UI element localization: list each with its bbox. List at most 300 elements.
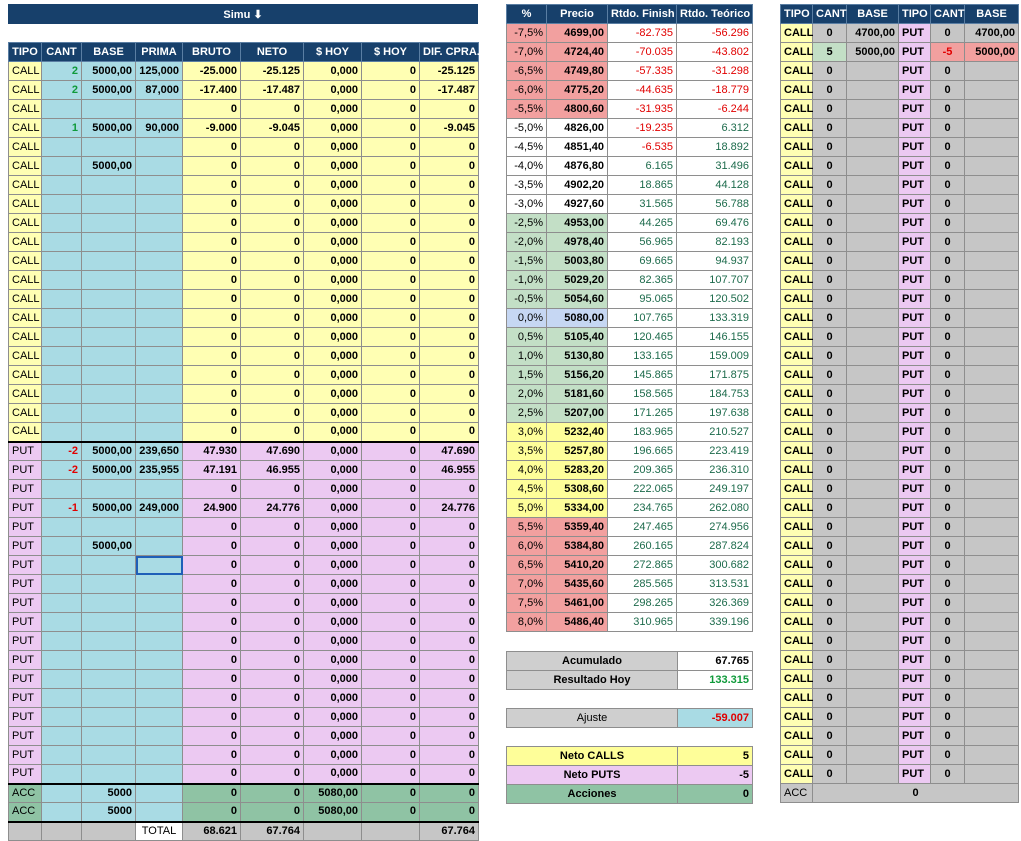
row-hoy-price[interactable]: 0,000 (304, 461, 362, 480)
row-prima[interactable]: 239,650 (136, 442, 183, 461)
row-hoy-price[interactable]: 0,000 (304, 214, 362, 233)
row-base[interactable] (82, 271, 136, 290)
row-hoy-price[interactable]: 0,000 (304, 252, 362, 271)
summary-put-cant: 0 (931, 157, 965, 176)
col-header-call-tipo: TIPO (781, 5, 813, 24)
row-cant[interactable] (42, 309, 82, 328)
summary-acc-row (781, 784, 1019, 803)
row-cant[interactable]: 2 (42, 62, 82, 81)
position-row (9, 138, 479, 157)
row-base[interactable] (82, 328, 136, 347)
row-prima[interactable] (136, 290, 183, 309)
summary-call-cant: 0 (813, 727, 847, 746)
total-empty (82, 822, 136, 841)
summary-put-tipo: PUT (899, 176, 931, 195)
scenario-row (507, 24, 753, 43)
row-prima[interactable] (136, 252, 183, 271)
col-header-put-tipo: TIPO (899, 5, 931, 24)
scenario-rtdo-teorico: 300.682 (677, 556, 753, 575)
summary-put-tipo: PUT (899, 518, 931, 537)
row-base[interactable] (82, 423, 136, 442)
row-cant[interactable] (42, 423, 82, 442)
row-dif-cpra: 0 (420, 100, 479, 119)
summary-header-row (781, 5, 1019, 24)
row-prima[interactable] (136, 404, 183, 423)
row-hoy-price[interactable]: 0,000 (304, 746, 362, 765)
row-hoy-price[interactable]: 0,000 (304, 518, 362, 537)
row-cant[interactable]: 1 (42, 119, 82, 138)
row-base[interactable]: 5000,00 (82, 499, 136, 518)
summary-call-base (847, 252, 899, 271)
scenario-row (507, 290, 753, 309)
row-tipo: ACC (9, 784, 42, 803)
row-prima[interactable] (136, 309, 183, 328)
row-prima[interactable]: 125,000 (136, 62, 183, 81)
row-base[interactable] (82, 746, 136, 765)
row-base[interactable] (82, 518, 136, 537)
acciones-label: Acciones (507, 785, 678, 804)
row-prima[interactable] (136, 784, 183, 803)
row-hoy-price[interactable]: 5080,00 (304, 803, 362, 822)
row-neto: 0 (241, 727, 304, 746)
row-prima[interactable]: 87,000 (136, 81, 183, 100)
scenario-row (507, 157, 753, 176)
scenario-precio: 4800,60 (547, 100, 608, 119)
scenario-pct: -3,5% (507, 176, 547, 195)
row-prima[interactable] (136, 157, 183, 176)
row-hoy-price[interactable]: 0,000 (304, 613, 362, 632)
row-base[interactable] (82, 385, 136, 404)
scenario-row (507, 309, 753, 328)
scenario-precio: 5105,40 (547, 328, 608, 347)
simu-title-bar (8, 4, 478, 24)
scenario-rtdo-teorico: 236.310 (677, 461, 753, 480)
row-dif-cpra: 0 (420, 347, 479, 366)
row-base[interactable] (82, 214, 136, 233)
row-prima[interactable] (136, 537, 183, 556)
row-base[interactable]: 5000,00 (82, 537, 136, 556)
row-base[interactable]: 5000,00 (82, 461, 136, 480)
summary-call-cant: 0 (813, 537, 847, 556)
scenario-row (507, 385, 753, 404)
summary-call-base (847, 575, 899, 594)
scenario-pct: 7,0% (507, 575, 547, 594)
row-base[interactable] (82, 195, 136, 214)
row-bruto: 0 (183, 214, 241, 233)
row-prima[interactable] (136, 594, 183, 613)
scenario-row (507, 442, 753, 461)
row-cant[interactable]: -2 (42, 442, 82, 461)
row-hoy-price[interactable]: 0,000 (304, 575, 362, 594)
row-hoy-price[interactable]: 0,000 (304, 195, 362, 214)
row-cant[interactable] (42, 537, 82, 556)
summary-call-tipo: CALL (781, 594, 813, 613)
row-cant[interactable]: 2 (42, 81, 82, 100)
row-cant[interactable] (42, 708, 82, 727)
row-prima[interactable] (136, 708, 183, 727)
row-base[interactable] (82, 651, 136, 670)
row-dif-cpra: 0 (420, 803, 479, 822)
summary-put-cant: 0 (931, 613, 965, 632)
row-base[interactable] (82, 727, 136, 746)
row-cant[interactable] (42, 366, 82, 385)
row-hoy-price[interactable]: 0,000 (304, 442, 362, 461)
row-hoy-price[interactable]: 0,000 (304, 499, 362, 518)
scenario-rtdo-teorico: 223.419 (677, 442, 753, 461)
summary-row (781, 461, 1019, 480)
row-tipo: CALL (9, 100, 42, 119)
position-row (9, 689, 479, 708)
scenario-pct: -7,0% (507, 43, 547, 62)
row-cant[interactable]: -2 (42, 461, 82, 480)
row-prima[interactable]: 90,000 (136, 119, 183, 138)
row-dif-cpra: 0 (420, 252, 479, 271)
summary-call-cant: 0 (813, 252, 847, 271)
row-cant[interactable] (42, 594, 82, 613)
scenario-rtdo-teorico: 171.875 (677, 366, 753, 385)
summary-put-base (965, 233, 1019, 252)
row-prima[interactable] (136, 423, 183, 442)
row-hoy-value: 0 (362, 518, 420, 537)
row-hoy-price[interactable]: 0,000 (304, 556, 362, 575)
position-row (9, 594, 479, 613)
positions-summary-table (780, 4, 1019, 803)
summary-put-cant: 0 (931, 518, 965, 537)
row-bruto: 0 (183, 195, 241, 214)
row-hoy-price[interactable]: 5080,00 (304, 784, 362, 803)
row-prima[interactable] (136, 214, 183, 233)
row-cant[interactable] (42, 385, 82, 404)
row-base[interactable] (82, 404, 136, 423)
row-base[interactable] (82, 556, 136, 575)
position-row (9, 385, 479, 404)
row-base[interactable] (82, 252, 136, 271)
row-hoy-price[interactable]: 0,000 (304, 309, 362, 328)
row-hoy-price[interactable]: 0,000 (304, 271, 362, 290)
scenario-rtdo-teorico: 159.009 (677, 347, 753, 366)
scenario-rtdo-teorico: 6.312 (677, 119, 753, 138)
row-hoy-price[interactable]: 0,000 (304, 62, 362, 81)
row-base[interactable] (82, 290, 136, 309)
row-hoy-price[interactable]: 0,000 (304, 404, 362, 423)
row-prima[interactable] (136, 328, 183, 347)
summary-call-cant: 0 (813, 366, 847, 385)
summary-put-tipo: PUT (899, 290, 931, 309)
neto-calls-value[interactable]: 5 (678, 747, 753, 766)
col-header-rtdo-teorico: Rtdo. Teórico (677, 5, 753, 24)
row-tipo: CALL (9, 176, 42, 195)
row-base[interactable] (82, 309, 136, 328)
row-cant[interactable] (42, 404, 82, 423)
summary-row (781, 594, 1019, 613)
row-cant[interactable] (42, 138, 82, 157)
summary-put-cant: 0 (931, 271, 965, 290)
summary-call-tipo: CALL (781, 43, 813, 62)
row-cant[interactable] (42, 746, 82, 765)
row-hoy-price[interactable]: 0,000 (304, 366, 362, 385)
row-prima[interactable] (136, 271, 183, 290)
row-hoy-price[interactable]: 0,000 (304, 119, 362, 138)
row-cant[interactable] (42, 632, 82, 651)
summary-put-base (965, 689, 1019, 708)
scenario-pct: -2,5% (507, 214, 547, 233)
row-base[interactable] (82, 366, 136, 385)
scenario-precio: 5384,80 (547, 537, 608, 556)
row-hoy-price[interactable]: 0,000 (304, 651, 362, 670)
row-prima[interactable] (136, 765, 183, 784)
row-cant[interactable] (42, 233, 82, 252)
row-prima[interactable] (136, 138, 183, 157)
row-prima[interactable]: 235,955 (136, 461, 183, 480)
scenario-rtdo-teorico: 339.196 (677, 613, 753, 632)
row-hoy-price[interactable]: 0,000 (304, 81, 362, 100)
row-base[interactable] (82, 575, 136, 594)
row-cant[interactable] (42, 347, 82, 366)
row-hoy-price[interactable]: 0,000 (304, 176, 362, 195)
row-prima[interactable] (136, 385, 183, 404)
summary-put-cant: 0 (931, 689, 965, 708)
summary-call-cant: 0 (813, 613, 847, 632)
row-base[interactable] (82, 765, 136, 784)
row-base[interactable] (82, 176, 136, 195)
row-bruto: 0 (183, 423, 241, 442)
row-cant[interactable] (42, 613, 82, 632)
row-hoy-value: 0 (362, 195, 420, 214)
acciones-value[interactable]: 0 (678, 785, 753, 804)
row-hoy-price[interactable]: 0,000 (304, 138, 362, 157)
summary-put-cant: 0 (931, 290, 965, 309)
summary-row (781, 43, 1019, 62)
scenario-rtdo-finish: 183.965 (608, 423, 677, 442)
row-cant[interactable] (42, 290, 82, 309)
ajuste-value[interactable]: -59.007 (678, 709, 753, 728)
row-cant[interactable] (42, 575, 82, 594)
row-cant[interactable] (42, 727, 82, 746)
col-header-bruto: BRUTO (183, 43, 241, 62)
row-base[interactable] (82, 670, 136, 689)
row-cant[interactable] (42, 100, 82, 119)
row-base[interactable] (82, 708, 136, 727)
row-base[interactable] (82, 138, 136, 157)
summary-put-base (965, 119, 1019, 138)
summary-call-tipo: CALL (781, 404, 813, 423)
row-prima[interactable] (136, 176, 183, 195)
acumulado-value[interactable]: 67.765 (678, 652, 753, 671)
row-base[interactable] (82, 613, 136, 632)
row-cant[interactable] (42, 803, 82, 822)
row-prima[interactable] (136, 727, 183, 746)
summary-put-base (965, 537, 1019, 556)
row-prima[interactable]: 249,000 (136, 499, 183, 518)
row-base[interactable] (82, 347, 136, 366)
row-hoy-price[interactable]: 0,000 (304, 765, 362, 784)
row-neto: 0 (241, 366, 304, 385)
row-neto: 0 (241, 176, 304, 195)
row-hoy-value: 0 (362, 309, 420, 328)
row-base[interactable] (82, 100, 136, 119)
row-prima[interactable] (136, 100, 183, 119)
row-hoy-price[interactable]: 0,000 (304, 328, 362, 347)
row-hoy-price[interactable]: 0,000 (304, 689, 362, 708)
row-base[interactable] (82, 233, 136, 252)
scenario-precio: 4724,40 (547, 43, 608, 62)
neto-puts-value[interactable]: -5 (678, 766, 753, 785)
row-cant[interactable] (42, 252, 82, 271)
scenario-pct: 6,5% (507, 556, 547, 575)
row-bruto: 0 (183, 366, 241, 385)
row-cant[interactable] (42, 784, 82, 803)
row-cant[interactable] (42, 157, 82, 176)
summary-put-base (965, 765, 1019, 784)
summary-row (781, 366, 1019, 385)
row-neto: 0 (241, 404, 304, 423)
scenario-rtdo-finish: 56.965 (608, 233, 677, 252)
row-cant[interactable] (42, 271, 82, 290)
row-hoy-price[interactable]: 0,000 (304, 708, 362, 727)
scenario-rtdo-teorico: 94.937 (677, 252, 753, 271)
position-row (9, 727, 479, 746)
row-hoy-value: 0 (362, 176, 420, 195)
scenario-rtdo-finish: 82.365 (608, 271, 677, 290)
row-base[interactable]: 5000,00 (82, 157, 136, 176)
row-hoy-value: 0 (362, 765, 420, 784)
row-base[interactable]: 5000,00 (82, 81, 136, 100)
summary-row (781, 119, 1019, 138)
row-base[interactable]: 5000 (82, 803, 136, 822)
row-hoy-price[interactable]: 0,000 (304, 290, 362, 309)
row-prima[interactable] (136, 195, 183, 214)
summary-put-cant: 0 (931, 651, 965, 670)
total-dif-cpra: 67.764 (420, 822, 479, 841)
row-cant[interactable] (42, 689, 82, 708)
summary-put-base (965, 195, 1019, 214)
resultado-hoy-value[interactable]: 133.315 (678, 671, 753, 690)
row-cant[interactable] (42, 651, 82, 670)
summary-call-cant: 0 (813, 594, 847, 613)
summary-call-tipo: CALL (781, 499, 813, 518)
row-bruto: 0 (183, 385, 241, 404)
row-hoy-price[interactable]: 0,000 (304, 385, 362, 404)
scenario-pct: -4,5% (507, 138, 547, 157)
row-neto: 46.955 (241, 461, 304, 480)
resultado-hoy-label: Resultado Hoy (507, 671, 678, 690)
summary-put-cant: 0 (931, 537, 965, 556)
row-base[interactable] (82, 632, 136, 651)
summary-call-base (847, 138, 899, 157)
scenario-rtdo-finish: 120.465 (608, 328, 677, 347)
row-base[interactable]: 5000,00 (82, 442, 136, 461)
summary-call-cant: 0 (813, 62, 847, 81)
row-cant[interactable] (42, 214, 82, 233)
row-base[interactable] (82, 480, 136, 499)
row-base[interactable] (82, 689, 136, 708)
row-hoy-price[interactable]: 0,000 (304, 233, 362, 252)
row-hoy-value: 0 (362, 689, 420, 708)
scenario-rtdo-finish: -70.035 (608, 43, 677, 62)
row-prima[interactable] (136, 689, 183, 708)
row-cant[interactable]: -1 (42, 499, 82, 518)
summary-call-tipo: CALL (781, 746, 813, 765)
row-prima[interactable] (136, 746, 183, 765)
row-cant[interactable] (42, 518, 82, 537)
row-neto: -9.045 (241, 119, 304, 138)
summary-call-cant: 0 (813, 461, 847, 480)
row-base[interactable] (82, 594, 136, 613)
row-prima[interactable] (136, 518, 183, 537)
scenario-row (507, 423, 753, 442)
row-hoy-price[interactable]: 0,000 (304, 423, 362, 442)
row-hoy-price[interactable]: 0,000 (304, 537, 362, 556)
row-tipo: CALL (9, 271, 42, 290)
row-tipo: CALL (9, 233, 42, 252)
row-hoy-price[interactable]: 0,000 (304, 347, 362, 366)
summary-row (781, 537, 1019, 556)
row-dif-cpra: 0 (420, 328, 479, 347)
row-prima[interactable] (136, 347, 183, 366)
row-prima[interactable] (136, 233, 183, 252)
scenario-precio: 5461,00 (547, 594, 608, 613)
row-hoy-value: 0 (362, 442, 420, 461)
row-hoy-value: 0 (362, 556, 420, 575)
summary-call-tipo: CALL (781, 670, 813, 689)
row-cant[interactable] (42, 176, 82, 195)
scenario-precio: 4775,20 (547, 81, 608, 100)
row-bruto: 0 (183, 651, 241, 670)
summary-call-cant: 0 (813, 347, 847, 366)
row-base[interactable]: 5000 (82, 784, 136, 803)
summary-row (781, 214, 1019, 233)
row-hoy-price[interactable]: 0,000 (304, 632, 362, 651)
summary-put-tipo: PUT (899, 233, 931, 252)
row-bruto: 0 (183, 727, 241, 746)
row-cant[interactable] (42, 670, 82, 689)
row-prima[interactable] (136, 632, 183, 651)
row-prima[interactable] (136, 575, 183, 594)
row-cant[interactable] (42, 480, 82, 499)
row-prima[interactable] (136, 556, 183, 575)
row-prima[interactable] (136, 366, 183, 385)
row-cant[interactable] (42, 328, 82, 347)
row-hoy-price[interactable]: 0,000 (304, 480, 362, 499)
row-tipo: PUT (9, 689, 42, 708)
row-hoy-price[interactable]: 0,000 (304, 727, 362, 746)
col-header-call-base: BASE (847, 5, 899, 24)
summary-call-base (847, 366, 899, 385)
row-base[interactable]: 5000,00 (82, 119, 136, 138)
acumulado-label: Acumulado (507, 652, 678, 671)
scenario-pct: 4,0% (507, 461, 547, 480)
row-prima[interactable] (136, 803, 183, 822)
row-prima[interactable] (136, 651, 183, 670)
summary-row (781, 670, 1019, 689)
row-hoy-price[interactable]: 0,000 (304, 594, 362, 613)
row-hoy-price[interactable]: 0,000 (304, 100, 362, 119)
row-cant[interactable] (42, 195, 82, 214)
row-base[interactable]: 5000,00 (82, 62, 136, 81)
row-cant[interactable] (42, 765, 82, 784)
col-header-prima: PRIMA (136, 43, 183, 62)
row-cant[interactable] (42, 556, 82, 575)
scenario-pct: 6,0% (507, 537, 547, 556)
row-tipo: CALL (9, 119, 42, 138)
scenario-rtdo-finish: 196.665 (608, 442, 677, 461)
summary-put-cant: 0 (931, 556, 965, 575)
row-prima[interactable] (136, 480, 183, 499)
row-prima[interactable] (136, 670, 183, 689)
row-hoy-price[interactable]: 0,000 (304, 670, 362, 689)
row-hoy-price[interactable]: 0,000 (304, 157, 362, 176)
row-prima[interactable] (136, 613, 183, 632)
